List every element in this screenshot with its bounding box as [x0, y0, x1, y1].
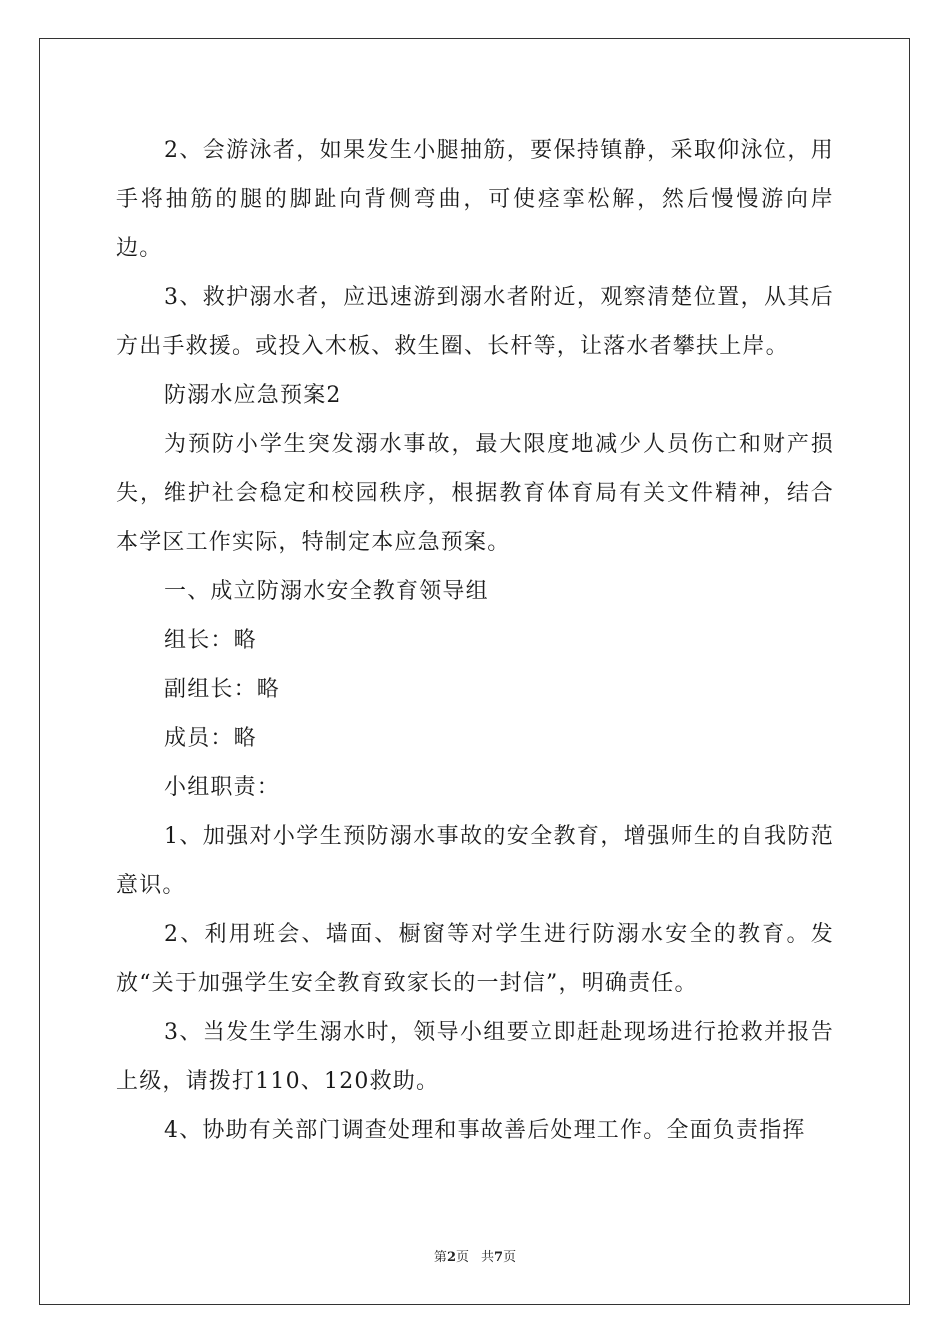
- paragraph: 1、加强对小学生预防溺水事故的安全教育，增强师生的自我防范意识。: [116, 824, 834, 898]
- section-title: 防溺水应急预案2: [164, 383, 342, 408]
- paragraph: 为预防小学生突发溺水事故，最大限度地减少人员伤亡和财产损失，维护社会稳定和校园秩序，根据教育体育局有关文件精神，结合本学区工作实际，特制定本应急预案。: [116, 432, 834, 555]
- paragraph: 副组长：略: [164, 677, 281, 702]
- paragraph: 2、会游泳者，如果发生小腿抽筋，要保持镇静，采取仰泳位，用手将抽筋的腿的脚趾向背侧弯曲，可使痉挛松解，然后慢慢游向岸边。: [116, 138, 834, 261]
- section-heading: 一、成立防溺水安全教育领导组: [164, 579, 489, 604]
- footer-prefix: 第: [433, 1250, 447, 1265]
- footer-total-suffix: 页: [503, 1250, 517, 1265]
- paragraph: 成员：略: [164, 726, 257, 751]
- paragraph: 4、协助有关部门调查处理和事故善后处理工作。全面负责指挥: [164, 1118, 806, 1143]
- paragraph: 3、救护溺水者，应迅速游到溺水者附近，观察清楚位置，从其后方出手救援。或投入木板、救生圈、长杆等，让落水者攀扶上岸。: [116, 285, 834, 359]
- document-body: [116, 126, 834, 1155]
- total-pages-number: 7: [494, 1250, 504, 1265]
- footer-total-prefix: 共: [481, 1250, 495, 1265]
- paragraph: 2、利用班会、墙面、橱窗等对学生进行防溺水安全的教育。发放“关于加强学生安全教育致家长的一封信”，明确责任。: [116, 922, 834, 996]
- paragraph: 小组职责：: [164, 775, 281, 800]
- page-footer: [0, 1246, 950, 1265]
- paragraph: 3、当发生学生溺水时，领导小组要立即赶赴现场进行抢救并报告上级，请拨打110、120救助。: [116, 1020, 834, 1094]
- footer-page-word: 页: [455, 1250, 469, 1265]
- current-page-number: 2: [446, 1250, 456, 1265]
- paragraph: 组长：略: [164, 628, 257, 653]
